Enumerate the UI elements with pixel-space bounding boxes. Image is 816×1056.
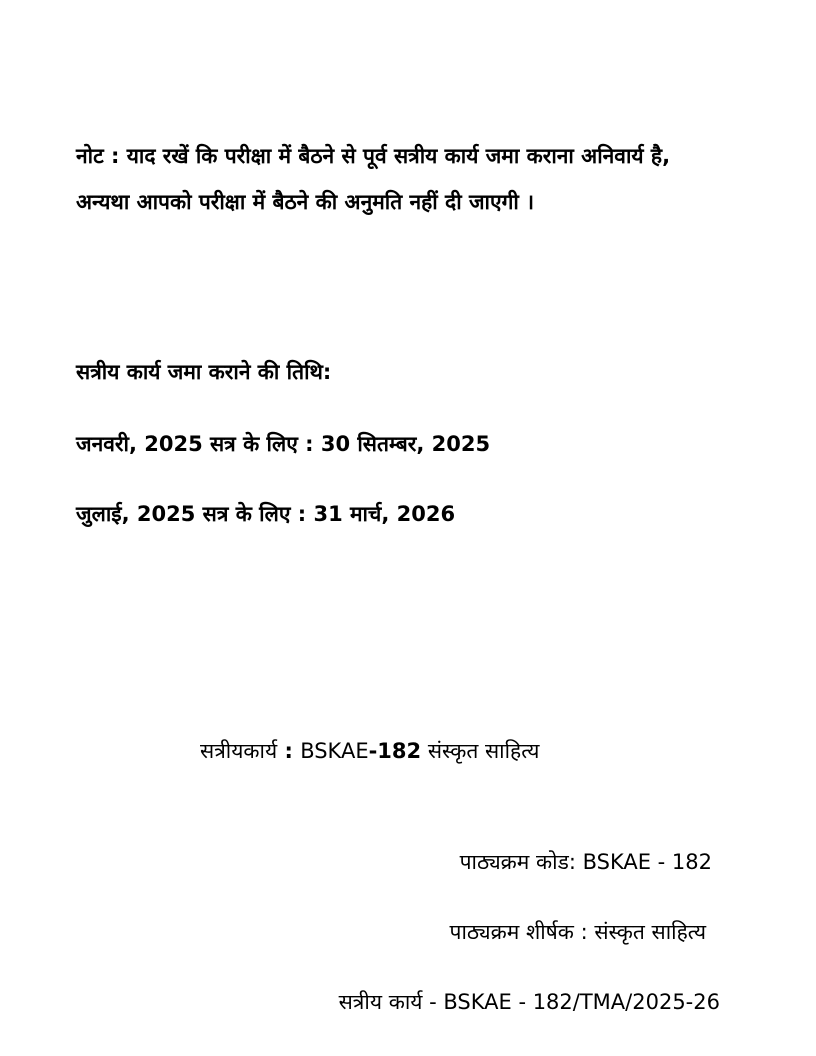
course-code: पाठ्यक्रम कोड: BSKAE - 182 (459, 850, 712, 874)
assignment-separator: : (277, 739, 301, 763)
assignment-subject: संस्कृत साहित्य (421, 739, 540, 763)
assignment-code-number: -182 (368, 739, 422, 763)
assignment-label: सत्रीयकार्य (200, 739, 278, 763)
submission-date-heading: सत्रीय कार्य जमा कराने की तिथि: (76, 360, 332, 384)
exam-note: नोट : याद रखें कि परीक्षा में बैठने से पूर्व सत्रीय कार्य जमा कराना अनिवार्य है, अन्यथा आपको परीक्षा में बैठने की अनुमति नहीं दी जाएगी । (76, 144, 671, 214)
assignment-title (200, 737, 539, 765)
course-title: पाठ्यक्रम शीर्षक : संस्कृत साहित्य (449, 920, 706, 944)
july-session-deadline: जुलाई, 2025 सत्र के लिए : 31 मार्च, 2026 (76, 502, 456, 526)
assignment-code: सत्रीय कार्य - BSKAE - 182/TMA/2025-26 (338, 990, 720, 1014)
assignment-code-prefix: BSKAE (300, 739, 369, 763)
january-session-deadline: जनवरी, 2025 सत्र के लिए : 30 सितम्बर, 2025 (76, 432, 491, 456)
